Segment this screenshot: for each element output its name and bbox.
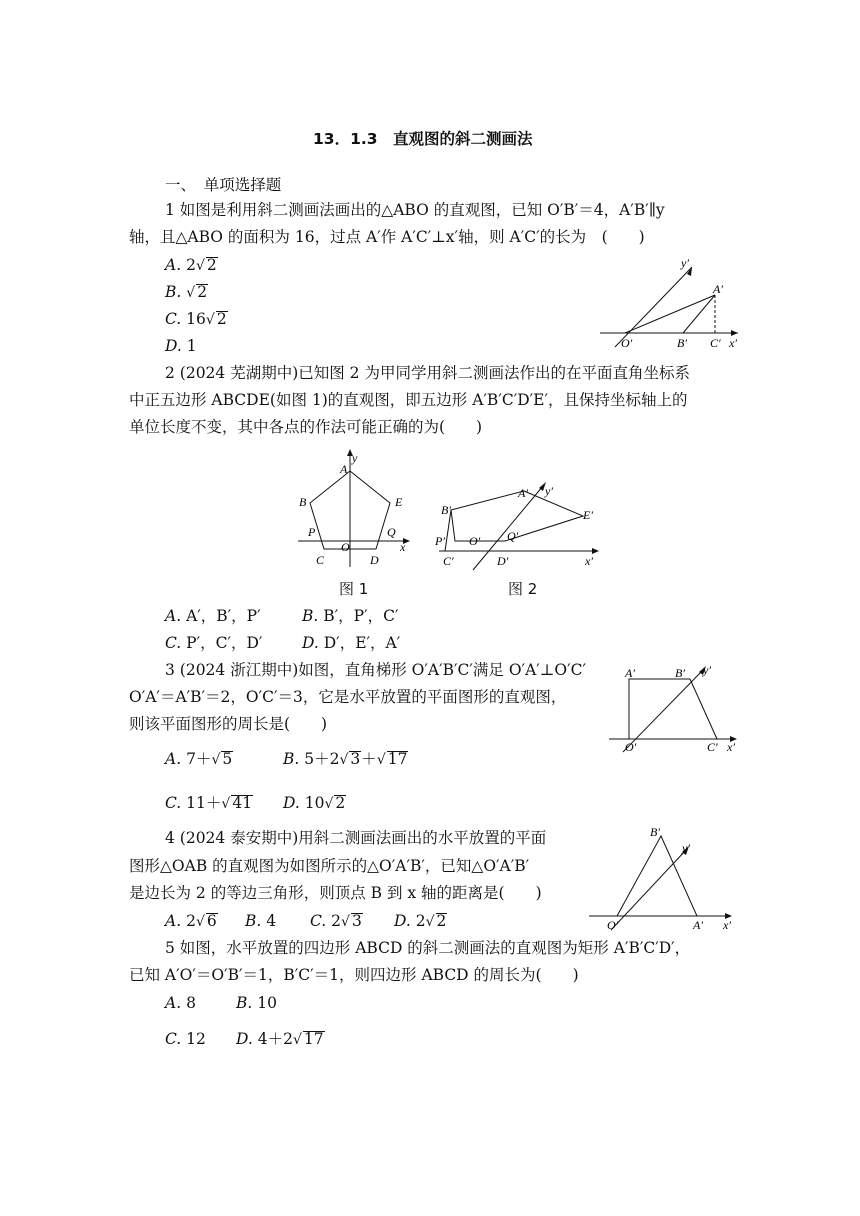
- figure-label: x: [400, 540, 406, 554]
- q3-option-c[interactable]: C. 11＋√ 41: [165, 794, 253, 812]
- q5-option-c[interactable]: C. 12: [165, 1030, 206, 1048]
- q1-side-oa: [625, 295, 715, 333]
- q2-figure-2: [435, 478, 605, 573]
- figure-label: B′: [675, 666, 685, 680]
- figure-label: A′: [518, 486, 528, 500]
- figure-label: O′: [625, 740, 637, 754]
- figure-label: A′: [693, 918, 703, 932]
- q1-label-y: y′: [681, 256, 689, 270]
- figure-label: y′: [703, 663, 711, 677]
- q3-figure: [605, 660, 745, 755]
- q3-stem-line2: O′A′＝A′B′＝2，O′C′＝3，它是水平放置的平面图形的直观图，: [129, 688, 567, 706]
- figure-label: O′: [469, 534, 481, 548]
- q2-stem-line2: 中正五边形 ABCDE(如图 1)的直观图，即五边形 A′B′C′D′E′，且保持坐标轴上的: [129, 391, 688, 409]
- figure-label: C′: [707, 740, 718, 754]
- figure-label: B′: [650, 825, 660, 839]
- q5-option-d[interactable]: D. 4＋2√ 17: [236, 1030, 324, 1048]
- figure-label: y: [352, 451, 358, 465]
- q3-stem-line3: 则该平面图形的周长是( ): [129, 715, 328, 733]
- q2-figure-1-caption: 图 1: [339, 580, 369, 598]
- figure-label: Q: [387, 525, 396, 539]
- q5-option-a[interactable]: A. 8: [165, 994, 196, 1012]
- figure-label: O: [341, 540, 350, 554]
- q1-option-a[interactable]: A. 2√ 2: [165, 256, 217, 274]
- q2-option-c[interactable]: C. P′，C′，D′: [165, 634, 263, 652]
- figure-label: P: [308, 525, 316, 539]
- q4-stem-line1: 4 (2024 泰安期中)用斜二测画法画出的水平放置的平面: [165, 829, 547, 847]
- q4-option-b[interactable]: B. 4: [245, 912, 277, 930]
- q5-stem-line2: 已知 A′O′＝O′B′＝1，B′C′＝1，则四边形 ABCD 的周长为( ): [129, 966, 579, 984]
- q3-option-a[interactable]: A. 7＋√ 5: [165, 750, 233, 768]
- q2-option-b[interactable]: B. B′，P′，C′: [302, 607, 399, 625]
- q4-stem-line3: 是边长为 2 的等边三角形，则顶点 B 到 x 轴的距离是( ): [129, 884, 542, 902]
- q1-label-o: O′: [621, 336, 633, 350]
- q4-figure: [585, 822, 740, 934]
- q4-option-a[interactable]: A. 2√ 6: [165, 912, 217, 930]
- figure-label: A: [340, 462, 348, 476]
- figure-label: x′: [585, 554, 593, 568]
- q1-side-ba: [683, 295, 715, 333]
- q2-option-d[interactable]: D. D′，E′，A′: [302, 634, 401, 652]
- figure-label: B′: [441, 503, 451, 517]
- q2-figure-2-caption: 图 2: [508, 580, 538, 598]
- figure-label: y′: [545, 484, 553, 498]
- figure-label: B: [299, 495, 307, 509]
- figure-label: P′: [435, 534, 445, 548]
- q3-trapezoid: [629, 679, 717, 739]
- q3-option-b[interactable]: B. 5＋2√ 3＋√ 17: [283, 750, 408, 768]
- q1-label-a: A′: [713, 282, 723, 296]
- figure-label: E′: [583, 508, 593, 522]
- figure-label: O′: [607, 918, 619, 932]
- q4-stem-line2: 图形△OAB 的直观图为如图所示的△O′A′B′，已知△O′A′B′: [129, 857, 530, 875]
- q4-option-c[interactable]: C. 2√ 3: [310, 912, 362, 930]
- q1-stem-line1: 1 如图是利用斜二测画法画出的△ABO 的直观图，已知 O′B′＝4，A′B′∥y: [165, 201, 665, 219]
- q1-y-axis: [615, 267, 692, 347]
- q2-figure-1: [290, 445, 420, 570]
- figure-label: x′: [727, 740, 735, 754]
- q3-stem-line1: 3 (2024 浙江期中)如图，直角梯形 O′A′B′C′满足 O′A′⊥O′C′: [165, 661, 586, 679]
- figure-label: y′: [682, 841, 690, 855]
- figure-label: D′: [497, 554, 509, 568]
- figure-label: x′: [723, 918, 731, 932]
- figure-label: E: [395, 495, 403, 509]
- q1-option-d[interactable]: D. 1: [165, 337, 197, 355]
- q1-stem-line2: 轴，且△ABO 的面积为 16，过点 A′作 A′C′⊥x′轴，则 A′C′的长为 ( ): [129, 228, 645, 246]
- q1-option-c[interactable]: C. 16√ 2: [165, 310, 227, 328]
- figure-label: Q′: [507, 529, 519, 543]
- q1-label-x: x′: [729, 336, 737, 350]
- q2-stem-line3: 单位长度不变，其中各点的作法可能正确的为( ): [129, 418, 483, 436]
- q1-option-b[interactable]: B. √ 2: [165, 283, 208, 301]
- q4-y-axis: [611, 850, 686, 930]
- q2-stem-line1: 2 (2024 芜湖期中)已知图 2 为甲同学用斜二测画法作出的在平面直角坐标系: [165, 364, 690, 382]
- q1-label-b: B′: [677, 336, 687, 350]
- section-heading: 一、 单项选择题: [165, 176, 282, 194]
- figure-label: C: [316, 553, 325, 567]
- figure-label: C′: [443, 554, 454, 568]
- q2-option-a[interactable]: A. A′，B′，P′: [165, 607, 261, 625]
- q1-figure: [595, 255, 745, 350]
- figure-label: A′: [625, 666, 635, 680]
- q4-option-d[interactable]: D. 2√ 2: [394, 912, 447, 930]
- page-title: 13．1.3 直观图的斜二测画法: [313, 130, 533, 148]
- q5-option-b[interactable]: B. 10: [236, 994, 277, 1012]
- q1-label-c: C′: [710, 336, 721, 350]
- figure-label: D: [370, 553, 379, 567]
- q3-option-d[interactable]: D. 10√ 2: [283, 794, 346, 812]
- q5-stem-line1: 5 如图，水平放置的四边形 ABCD 的斜二测画法的直观图为矩形 A′B′C′D′，: [165, 939, 691, 957]
